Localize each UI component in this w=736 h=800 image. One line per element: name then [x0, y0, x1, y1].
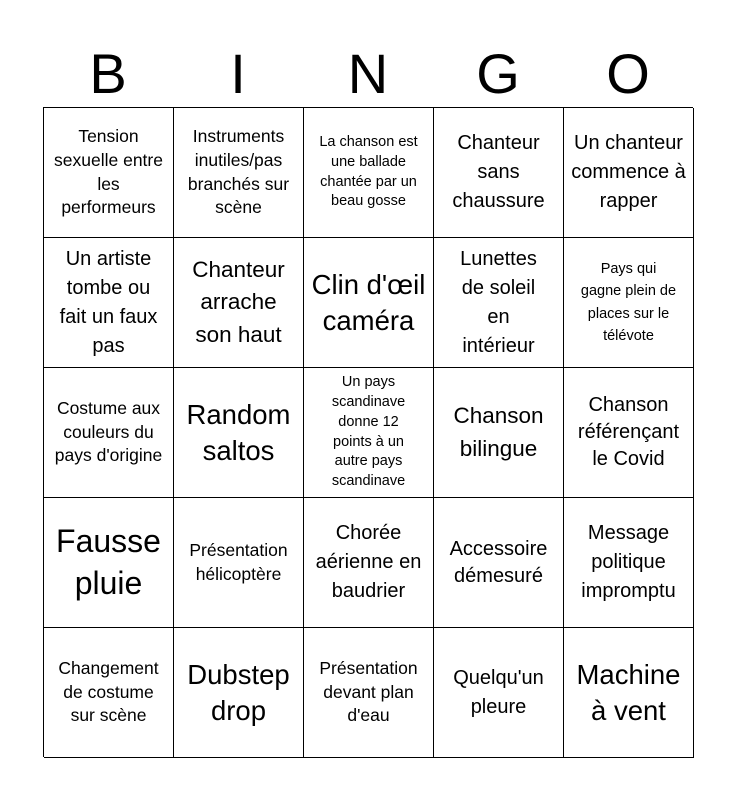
cell-text: Fausse pluie	[56, 522, 161, 601]
cell-text: Dubstep drop	[187, 659, 290, 726]
bingo-cell[interactable]	[434, 238, 564, 368]
cell-text: Tension sexuelle entre les performeurs	[54, 125, 163, 218]
bingo-cell[interactable]	[44, 498, 174, 628]
bingo-cell[interactable]	[44, 628, 174, 758]
cell-text: Présentation devant plan d'eau	[319, 657, 418, 726]
cell-text: Présentation hélicoptère	[189, 539, 288, 584]
bingo-cell[interactable]	[434, 108, 564, 238]
bingo-cell[interactable]	[44, 238, 174, 368]
header-letter-o: O	[606, 42, 650, 105]
cell-text: Un artiste tombe ou fait un faux pas	[59, 247, 158, 357]
bingo-cell[interactable]	[304, 108, 434, 238]
bingo-cell[interactable]	[304, 628, 434, 758]
header-letter-i: I	[230, 42, 246, 105]
bingo-cell[interactable]	[434, 498, 564, 628]
bingo-cell[interactable]	[174, 498, 304, 628]
cell-text: Chorée aérienne en baudrier	[315, 522, 422, 602]
header-letter-n: N	[347, 42, 389, 105]
bingo-cell[interactable]	[174, 368, 304, 498]
bingo-cell[interactable]	[564, 238, 694, 368]
bingo-cell[interactable]	[434, 368, 564, 498]
bingo-board	[43, 107, 693, 757]
cell-text: Un pays scandinave donne 12 points à un autre pays scandinave	[331, 374, 406, 489]
cell-text: Chanteur arrache son haut	[192, 256, 285, 347]
bingo-cell[interactable]	[564, 108, 694, 238]
bingo-cell[interactable]	[174, 108, 304, 238]
header-letter-b: B	[89, 42, 127, 105]
cell-text: Accessoire démesuré	[449, 537, 548, 587]
cell-text: Costume aux couleurs du pays d'origine	[54, 397, 163, 466]
bingo-cell[interactable]	[304, 498, 434, 628]
cell-text: Clin d'œil caméra	[311, 269, 426, 336]
cell-text: Chanteur sans chaussure	[452, 132, 545, 212]
cell-text: Instruments inutiles/pas branchés sur scène	[187, 125, 290, 218]
bingo-cell[interactable]	[564, 628, 694, 758]
cell-text: Message politique impromptu	[581, 522, 676, 602]
bingo-cell[interactable]	[434, 628, 564, 758]
cell-text: Changement de costume sur scène	[58, 657, 159, 726]
header-letter-g: G	[476, 42, 520, 105]
cell-text: Chanson référençant le Covid	[577, 394, 680, 470]
cell-text: Machine à vent	[576, 659, 681, 726]
bingo-cell[interactable]	[44, 368, 174, 498]
bingo-cell[interactable]	[304, 368, 434, 498]
bingo-cell[interactable]	[564, 498, 694, 628]
bingo-cell[interactable]	[564, 368, 694, 498]
cell-text: Lunettes de soleil en intérieur	[460, 247, 537, 357]
bingo-cell[interactable]	[44, 108, 174, 238]
bingo-cell[interactable]	[304, 238, 434, 368]
bingo-cell[interactable]	[174, 238, 304, 368]
cell-text: Chanson bilingue	[453, 402, 544, 461]
cell-text: Quelqu'un pleure	[453, 666, 544, 718]
cell-text: Pays qui gagne plein de places sur le télévote	[580, 260, 677, 344]
cell-text: Random saltos	[186, 399, 291, 466]
bingo-cell[interactable]	[174, 628, 304, 758]
cell-text: La chanson est une ballade chantée par un beau gosse	[319, 134, 418, 210]
bingo-header	[43, 40, 693, 108]
cell-text: Un chanteur commence à rapper	[571, 132, 686, 212]
